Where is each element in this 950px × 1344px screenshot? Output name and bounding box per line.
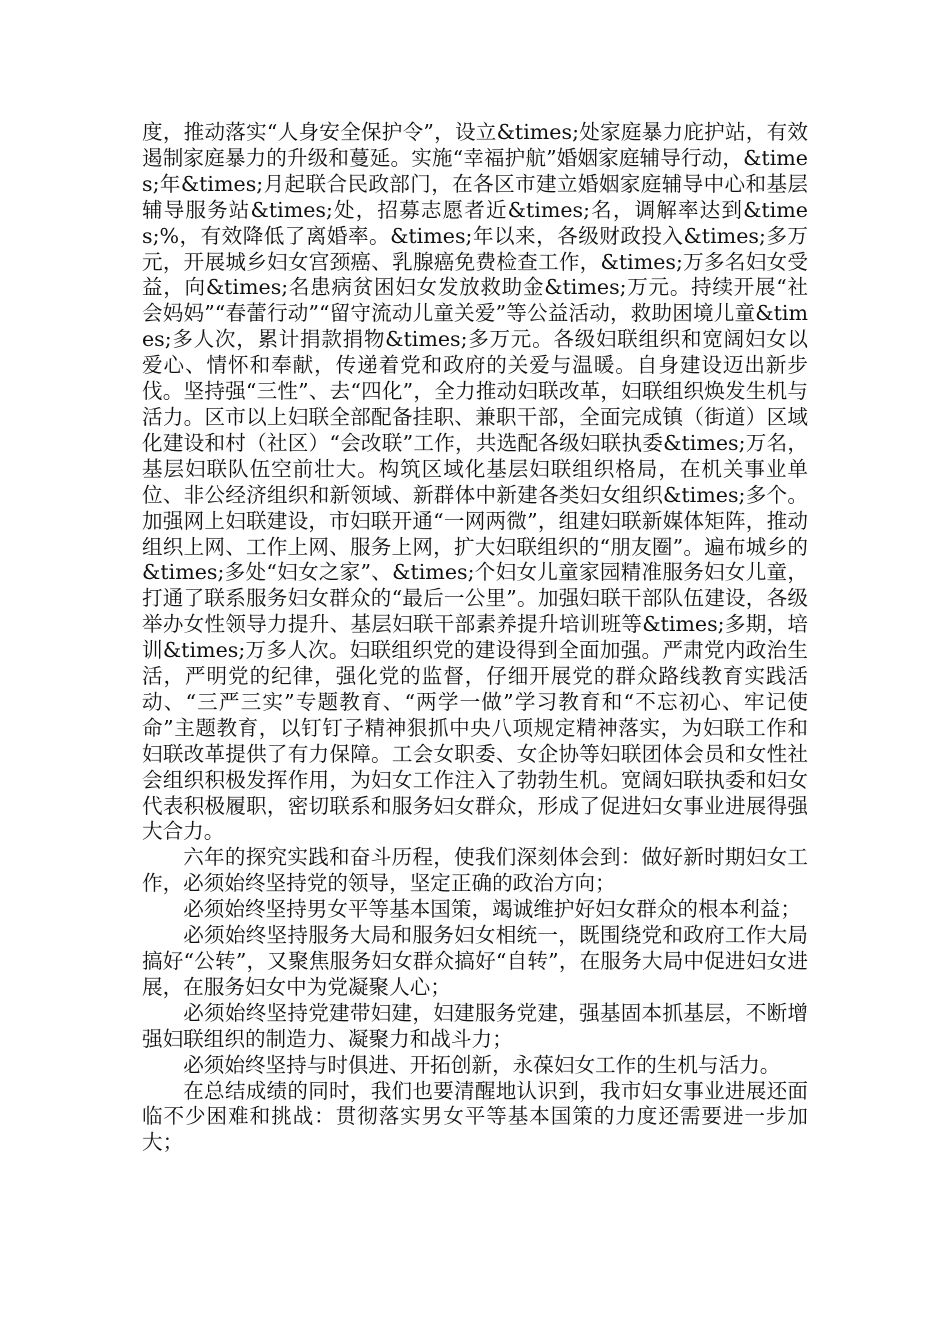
paragraph-challenges: 在总结成绩的同时，我们也要清醒地认识到，我市妇女事业进展还面临不少困难和挑战：贯彻落实男女平等基本国策的力度还需要进一步加大；: [142, 1078, 808, 1155]
paragraph-party-building: 必须始终坚持党建带妇建，妇建服务党建，强基固本抓基层，不断增强妇联组织的制造力、凝聚力和战斗力；: [142, 1000, 808, 1051]
paragraph-gender-equality: 必须始终坚持男女平等基本国策，竭诚维护好妇女群众的根本利益；: [183, 897, 801, 922]
paragraph-continuation: 度，推动落实“人身安全保护令”，设立&times;处家庭暴力庇护站，有效遏制家庭暴力的升级和蔓延。实施“幸福护航”婚姻家庭辅导行动，&times;年&times;月起联合民政部门，在各区市建立婚姻家庭辅导中心和基层辅导服务站&times;处，招募志愿者近&times;名，调解率达到&times;%，有效降低了离婚率。&times;年以来，各级财政投入&times;多万元，开展城乡妇女宫颈癌、乳腺癌免费检查工作，&times;万多名妇女受益，向&times;名患病贫困妇女发放救助金&times;万元。持续开展“社会妈妈”“春蕾行动”“留守流动儿童关爱”等公益活动，救助困境儿童&times;多人次，累计捐款捐物&times;多万元。各级妇联组织和宽阔妇女以爱心、情怀和奉献，传递着党和政府的关爱与温暖。自身建设迈出新步伐。坚持强“三性”、去“四化”，全力推动妇联改革，妇联组织焕发生机与活力。区市以上妇联全部配备挂职、兼职干部，全面完成镇（街道）区域化建设和村（社区）“会改联”工作，共选配各级妇联执委&times;万名，基层妇联队伍空前壮大。构筑区域化基层妇联组织格局，在机关事业单位、非公经济组织和新领域、新群体中新建各类妇女组织&times;多个。加强网上妇联建设，市妇联开通“一网两微”，组建妇联新媒体矩阵，推动组织上网、工作上网、服务上网，扩大妇联组织的“朋友圈”。遍布城乡的&times;多处“妇女之家”、&times;个妇女儿童家园精准服务妇女儿童，打通了联系服务妇女群众的“最后一公里”。加强妇联干部队伍建设，各级举办女性领导力提升、基层妇联干部素养提升培训班等&times;多期，培训&times;万多人次。妇联组织党的建设得到全面加强。严肃党内政治生活，严明党的纪律，强化党的监督，仔细开展党的群众路线教育实践活动、“三严三实”专题教育、“两学一做”学习教育和“不忘初心、牢记使命”主题教育，以钉钉子精神狠抓中央八项规定精神落实，为妇联工作和妇联改革提供了有力保障。工会女职委、女企协等妇联团体会员和女性社会组织积极发挥作用，为妇女工作注入了勃勃生机。宽阔妇联执委和妇女代表积极履职，密切联系和服务妇女群众，形成了促进妇女事业进展得强大合力。: [142, 120, 808, 844]
paragraph-experience-summary: 六年的探究实践和奋斗历程，使我们深刻体会到：做好新时期妇女工作，必须始终坚持党的领导，坚定正确的政治方向；: [142, 845, 808, 896]
paragraph-serve-overall: 必须始终坚持服务大局和服务妇女相统一，既围绕党和政府工作大局搞好“公转”，又聚焦服务妇女群众搞好“自转”，在服务大局中促进妇女进展，在服务妇女中为党凝聚人心；: [142, 923, 808, 999]
paragraph-innovation: 必须始终坚持与时俱进、开拓创新，永葆妇女工作的生机与活力。: [183, 1052, 781, 1077]
document-page: [142, 120, 808, 1156]
